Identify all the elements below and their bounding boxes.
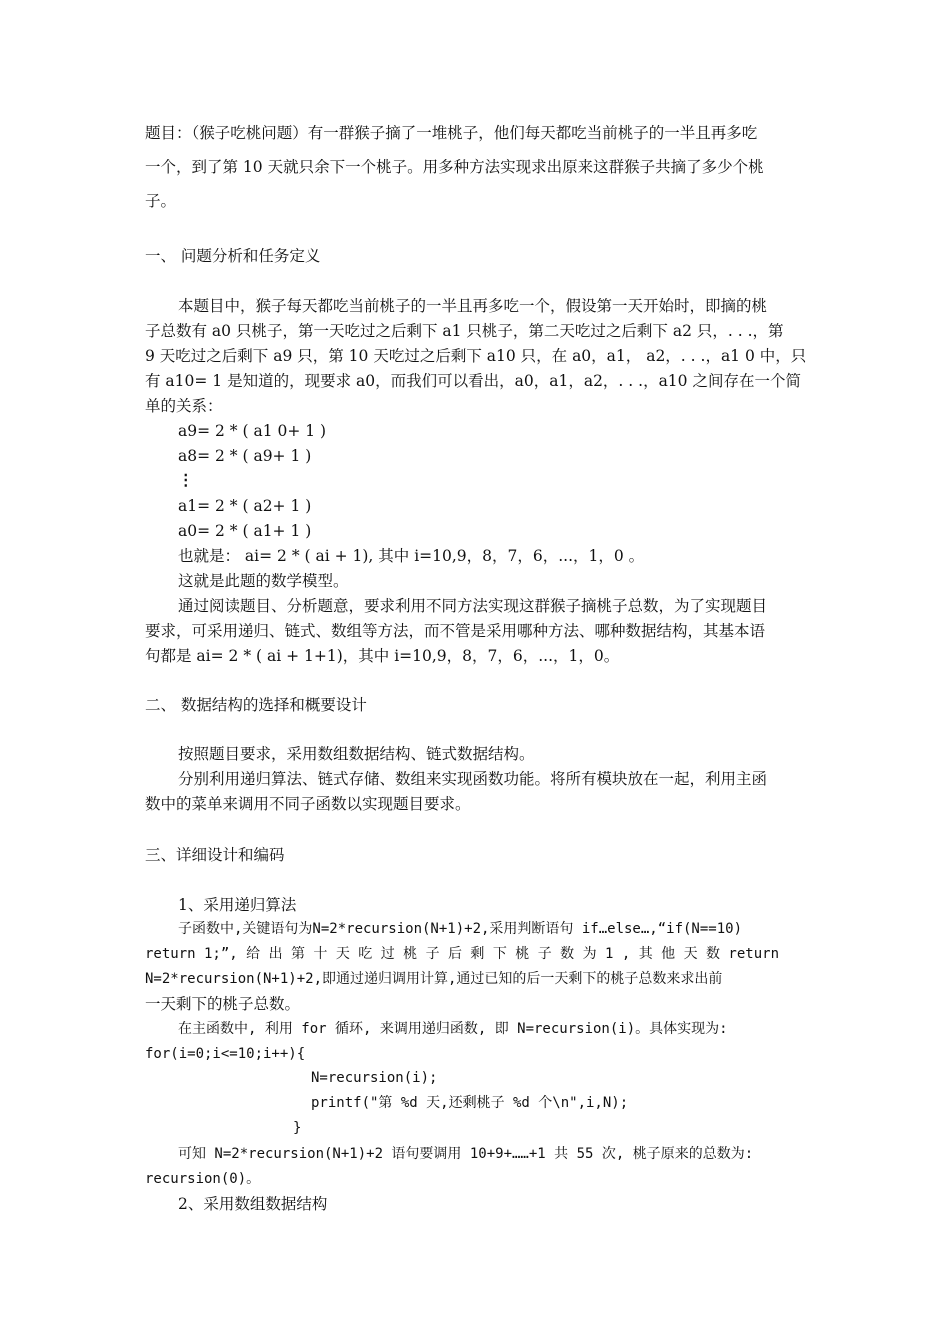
after-code-line-1: 可知 N=2*recursion(N+1)+2 语句要调用 10+9+……+1 共 55 次, 桃子原来的总数为: [178, 1146, 754, 1162]
section1-para2-line-1: 通过阅读题目、分析题意，要求利用不同方法实现这群猴子摘桃子总数，为了实现题目 [178, 597, 768, 615]
recursion-line-2: return 1;”, 给 出 第 十 天 吃 过 桃 子 后 剩 下 桃 子 数 为 1 , 其 他 天 数 return [145, 946, 780, 962]
recursion-line-5: 在主函数中, 利用 for 循环, 来调用递归函数, 即 N=recursion(i)。具体实现为: [178, 1021, 728, 1037]
formula-general: 也就是： ai= 2 * ( ai + 1), 其中 i=10,9，8，7，6，...，1，0 。 [178, 547, 645, 565]
section1-para1-line-5: 单的关系： [145, 397, 223, 415]
formula-a1: a1= 2 * ( a2+ 1 ) [178, 497, 312, 515]
for-loop-line: for(i=0;i<=10;i++){ [145, 1046, 306, 1062]
problem-line-2: 一个，到了第 10 天就只余下一个桃子。用多种方法实现求出原来这群猴子共摘了多少个桃 [145, 158, 764, 176]
section1-heading: 一、 问题分析和任务定义 [145, 247, 321, 265]
formula-a8: a8= 2 * ( a9+ 1 ) [178, 447, 312, 465]
recursion-line-1: 子函数中,关键语句为N=2*recursion(N+1)+2,采用判断语句 if…else…,“if(N==10) [178, 921, 743, 937]
section2-line-2: 分别利用递归算法、链式存储、数组来实现函数功能。将所有模块放在一起，利用主函 [178, 770, 768, 788]
section1-para1-line-1: 本题目中，猴子每天都吃当前桃子的一半且再多吃一个，假设第一天开始时，即摘的桃 [178, 297, 768, 315]
formula-ellipsis: ⋮ [178, 470, 194, 489]
math-model-note: 这就是此题的数学模型。 [178, 572, 349, 590]
code-closing-brace: } [293, 1120, 302, 1136]
problem-line-1: 题目：（猴子吃桃问题）有一群猴子摘了一堆桃子，他们每天都吃当前桃子的一半且再多吃 [145, 124, 758, 142]
formula-a0: a0= 2 * ( a1+ 1 ) [178, 522, 312, 540]
recursion-line-4: 一天剩下的桃子总数。 [145, 995, 301, 1013]
section3-heading: 三、详细设计和编码 [145, 846, 285, 864]
section2-heading: 二、 数据结构的选择和概要设计 [145, 696, 367, 714]
subsection-recursion-title: 1、采用递归算法 [178, 896, 297, 914]
after-code-line-2: recursion(0)。 [145, 1171, 261, 1187]
section1-para2-line-2: 要求，可采用递归、链式、数组等方法，而不管是采用哪种方法、哪种数据结构，其基本语 [145, 622, 766, 640]
section1-para1-line-3: 9 天吃过之后剩下 a9 只，第 10 天吃过之后剩下 a10 只，在 a0，a1， a2，. . .，a1 0 中，只 [145, 347, 807, 365]
formula-a9: a9= 2 * ( a1 0+ 1 ) [178, 422, 327, 440]
section1-para1-line-4: 有 a10= 1 是知道的，现要求 a0，而我们可以看出，a0，a1，a2，. . .，a10 之间存在一个简 [145, 372, 801, 390]
problem-line-3: 子。 [145, 192, 177, 210]
section1-para2-line-3: 句都是 ai= 2 * ( ai + 1+1)，其中 i=10,9，8，7，6，...，1，0。 [145, 647, 620, 665]
section2-line-3: 数中的菜单来调用不同子函数以实现题目要求。 [145, 795, 471, 813]
section2-line-1: 按照题目要求，采用数组数据结构、链式数据结构。 [178, 745, 535, 763]
subsection-array-title: 2、采用数组数据结构 [178, 1195, 328, 1213]
recursion-line-3: N=2*recursion(N+1)+2,即通过递归调用计算,通过已知的后一天剩下的桃子总数来求出前 [145, 971, 723, 987]
section1-para1-line-2: 子总数有 a0 只桃子，第一天吃过之后剩下 a1 只桃子，第二天吃过之后剩下 a2 只，. . .，第 [145, 322, 784, 340]
code-line-1: N=recursion(i); [311, 1070, 438, 1086]
code-line-2: printf("第 %d 天,还剩桃子 %d 个\n",i,N); [311, 1095, 629, 1111]
